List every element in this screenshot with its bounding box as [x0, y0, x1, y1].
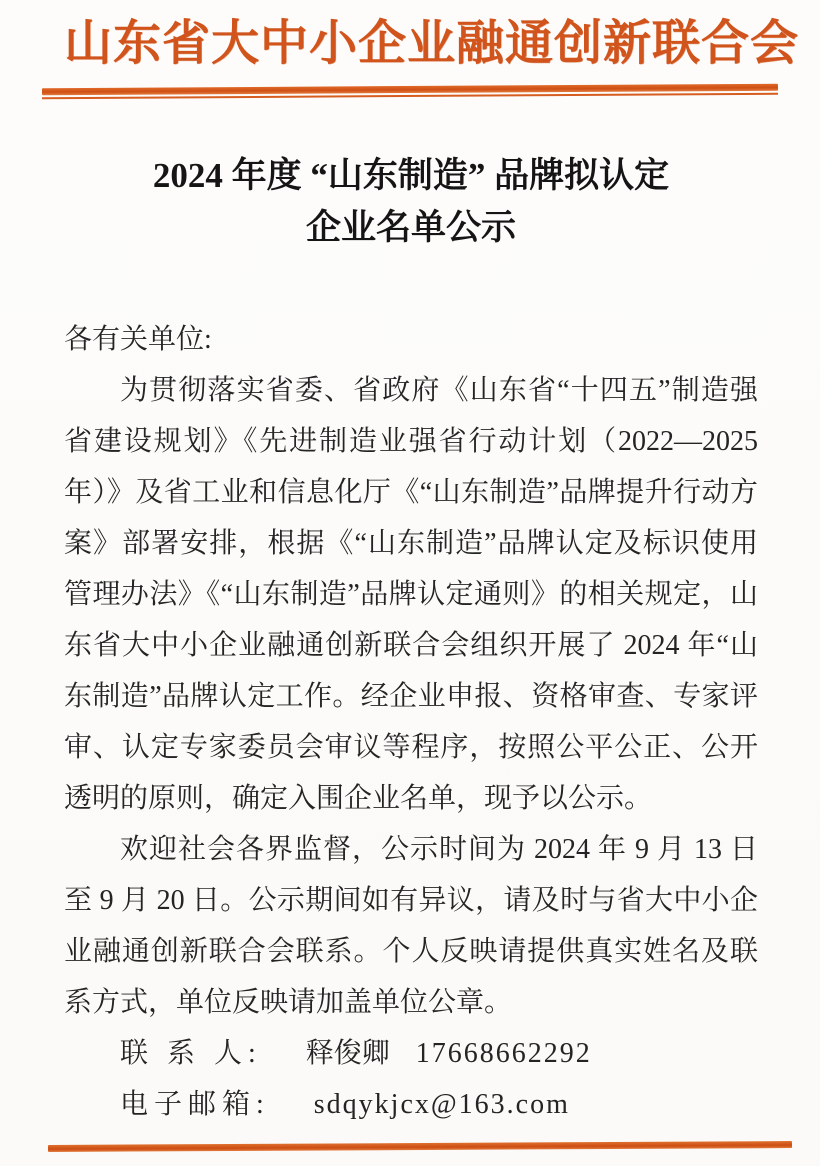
document-title	[64, 150, 758, 254]
paragraph-2: 欢迎社会各界监督，公示时间为 2024 年 9 月 13 日至 9 月 20 日。公示期间如有异议，请及时与省大中小企业融通创新联合会联系。个人反映请提供真实姓名及联系方式，单位反映请加盖单位公章。	[64, 834, 758, 1018]
document-body	[64, 314, 758, 1130]
paragraph-1: 为贯彻落实省委、省政府《山东省“十四五”制造强省建设规划》《先进制造业强省行动计划（2022—2025 年）》及省工业和信息化厅《“山东制造”品牌提升行动方案》部署安排，根据《“山东制造”品牌认定及标识使用管理办法》《“山东制造”品牌认定通则》的相关规定，山东省大中小企业融通创新联合会组织开展了 2024 年“山东制造”品牌认定工作。经企业申报、资格审查、专家评审、认定专家委员会审议等程序，按照公平公正、公开透明的原则，确定入围企业名单，现予以公示。	[64, 375, 758, 814]
contact-phone: 17668662292	[415, 1038, 592, 1069]
footer-divider	[48, 1141, 792, 1152]
contact-person-label: 联 系 人:	[120, 1038, 262, 1069]
contact-person-name: 释俊卿	[305, 1038, 390, 1069]
contact-email-value: sdqykjcx@163.com	[313, 1089, 570, 1120]
letterhead	[64, 14, 800, 98]
org-name: 山东省大中小企业融通创新联合会	[64, 17, 800, 70]
document-title-line-1: 2024 年度 “山东制造” 品牌拟认定	[152, 156, 670, 195]
salutation: 各有关单位:	[64, 324, 212, 355]
header-divider	[42, 84, 778, 100]
document-title-line-2: 企业名单公示	[305, 208, 516, 247]
contact-email-label: 电子邮箱:	[120, 1089, 270, 1120]
contact-email-line	[64, 1079, 758, 1130]
contact-person-line	[64, 1028, 758, 1079]
